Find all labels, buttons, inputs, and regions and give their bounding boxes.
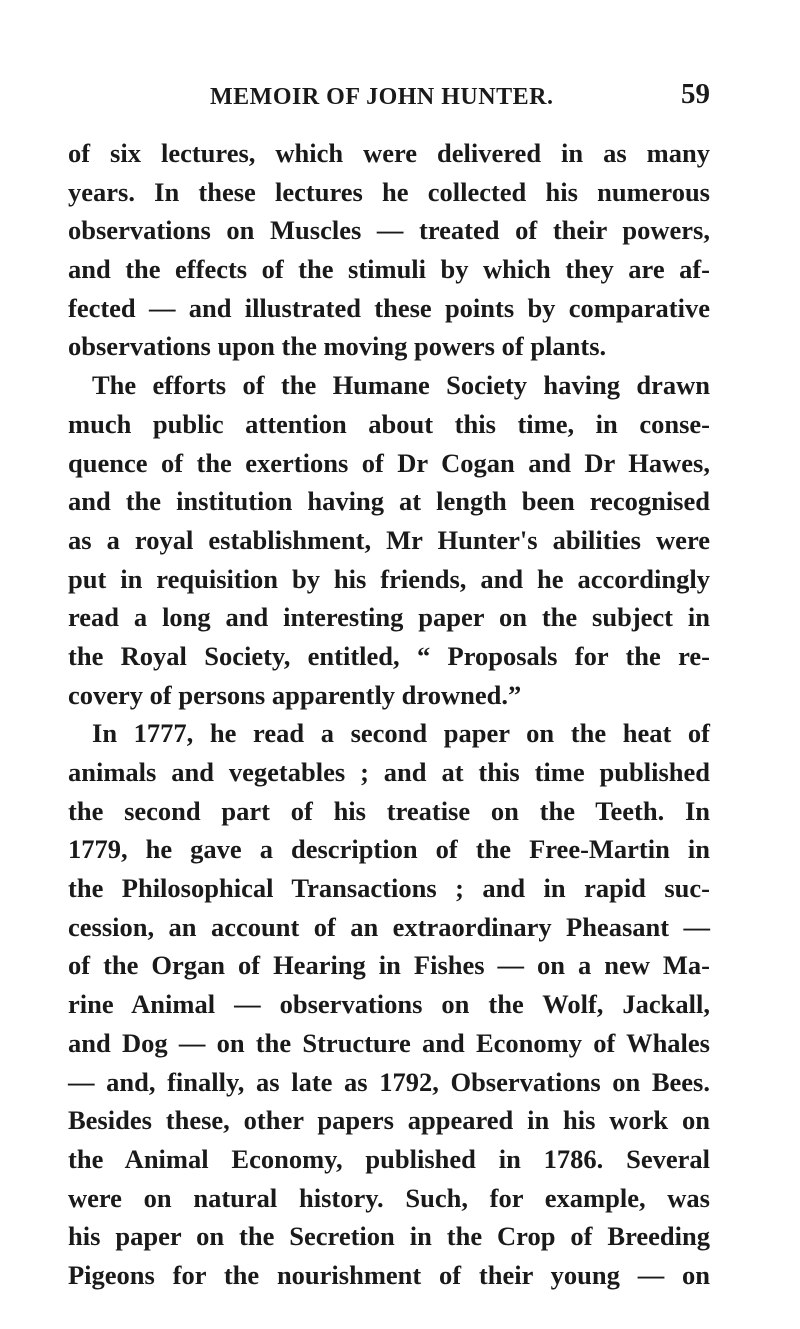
text-line: and the institution having at length been recognised bbox=[68, 486, 710, 517]
running-title: MEMOIR OF JOHN HUNTER. bbox=[210, 84, 554, 110]
page-number: 59 bbox=[681, 78, 710, 110]
text-line: his paper on the Secretion in the Crop of Breeding bbox=[68, 1221, 710, 1252]
text-line: Besides these, other papers appeared in his work on bbox=[68, 1105, 710, 1136]
text-line: were on natural history. Such, for example, was bbox=[68, 1182, 710, 1213]
text-line: years. In these lectures he collected his numerous bbox=[68, 176, 710, 207]
text-line: 1779, he gave a description of the Free-Martin in bbox=[68, 834, 710, 865]
text-line: animals and vegetables ; and at this time published bbox=[68, 757, 710, 787]
text-line: the Animal Economy, published in 1786. Several bbox=[68, 1143, 710, 1174]
body-text bbox=[68, 134, 710, 1295]
text-line: fected — and illustrated these points by comparative bbox=[68, 292, 710, 323]
text-line: of six lectures, which were delivered in as many bbox=[68, 138, 710, 168]
text-line: quence of the exertions of Dr Cogan and Dr Hawes, bbox=[68, 447, 710, 478]
text-line: covery of persons apparently drowned.” bbox=[68, 679, 522, 710]
text-line: The efforts of the Humane Society having drawn bbox=[92, 370, 710, 401]
text-line: much public attention about this time, in conse- bbox=[68, 408, 710, 439]
text-line: rine Animal — observations on the Wolf, Jackall, bbox=[68, 989, 710, 1020]
text-line: Pigeons for the nourishment of their young — on bbox=[68, 1259, 710, 1290]
text-line: of the Organ of Hearing in Fishes — on a new Ma- bbox=[68, 950, 710, 981]
text-line: as a royal establishment, Mr Hunter's abilities were bbox=[68, 524, 710, 555]
text-line: cession, an account of an extraordinary Pheasant — bbox=[68, 911, 710, 942]
text-line: observations upon the moving powers of plants. bbox=[68, 331, 607, 362]
text-line: In 1777, he read a second paper on the heat of bbox=[92, 718, 710, 749]
text-line: the Philosophical Transactions ; and in rapid suc- bbox=[68, 873, 710, 904]
text-line: the Royal Society, entitled, “ Proposals for the re- bbox=[68, 640, 710, 671]
text-line: and the effects of the stimuli by which they are af- bbox=[68, 254, 710, 285]
text-line: put in requisition by his friends, and he accordingly bbox=[68, 563, 710, 594]
text-line: and Dog — on the Structure and Economy of Whales bbox=[68, 1027, 710, 1058]
text-line: observations on Muscles — treated of their powers, bbox=[68, 215, 710, 246]
text-line: read a long and interesting paper on the subject in bbox=[68, 602, 710, 633]
text-line: — and, finally, as late as 1792, Observations on Bees. bbox=[68, 1066, 710, 1097]
running-head bbox=[70, 78, 710, 124]
text-line: the second part of his treatise on the Teeth. In bbox=[68, 795, 710, 826]
